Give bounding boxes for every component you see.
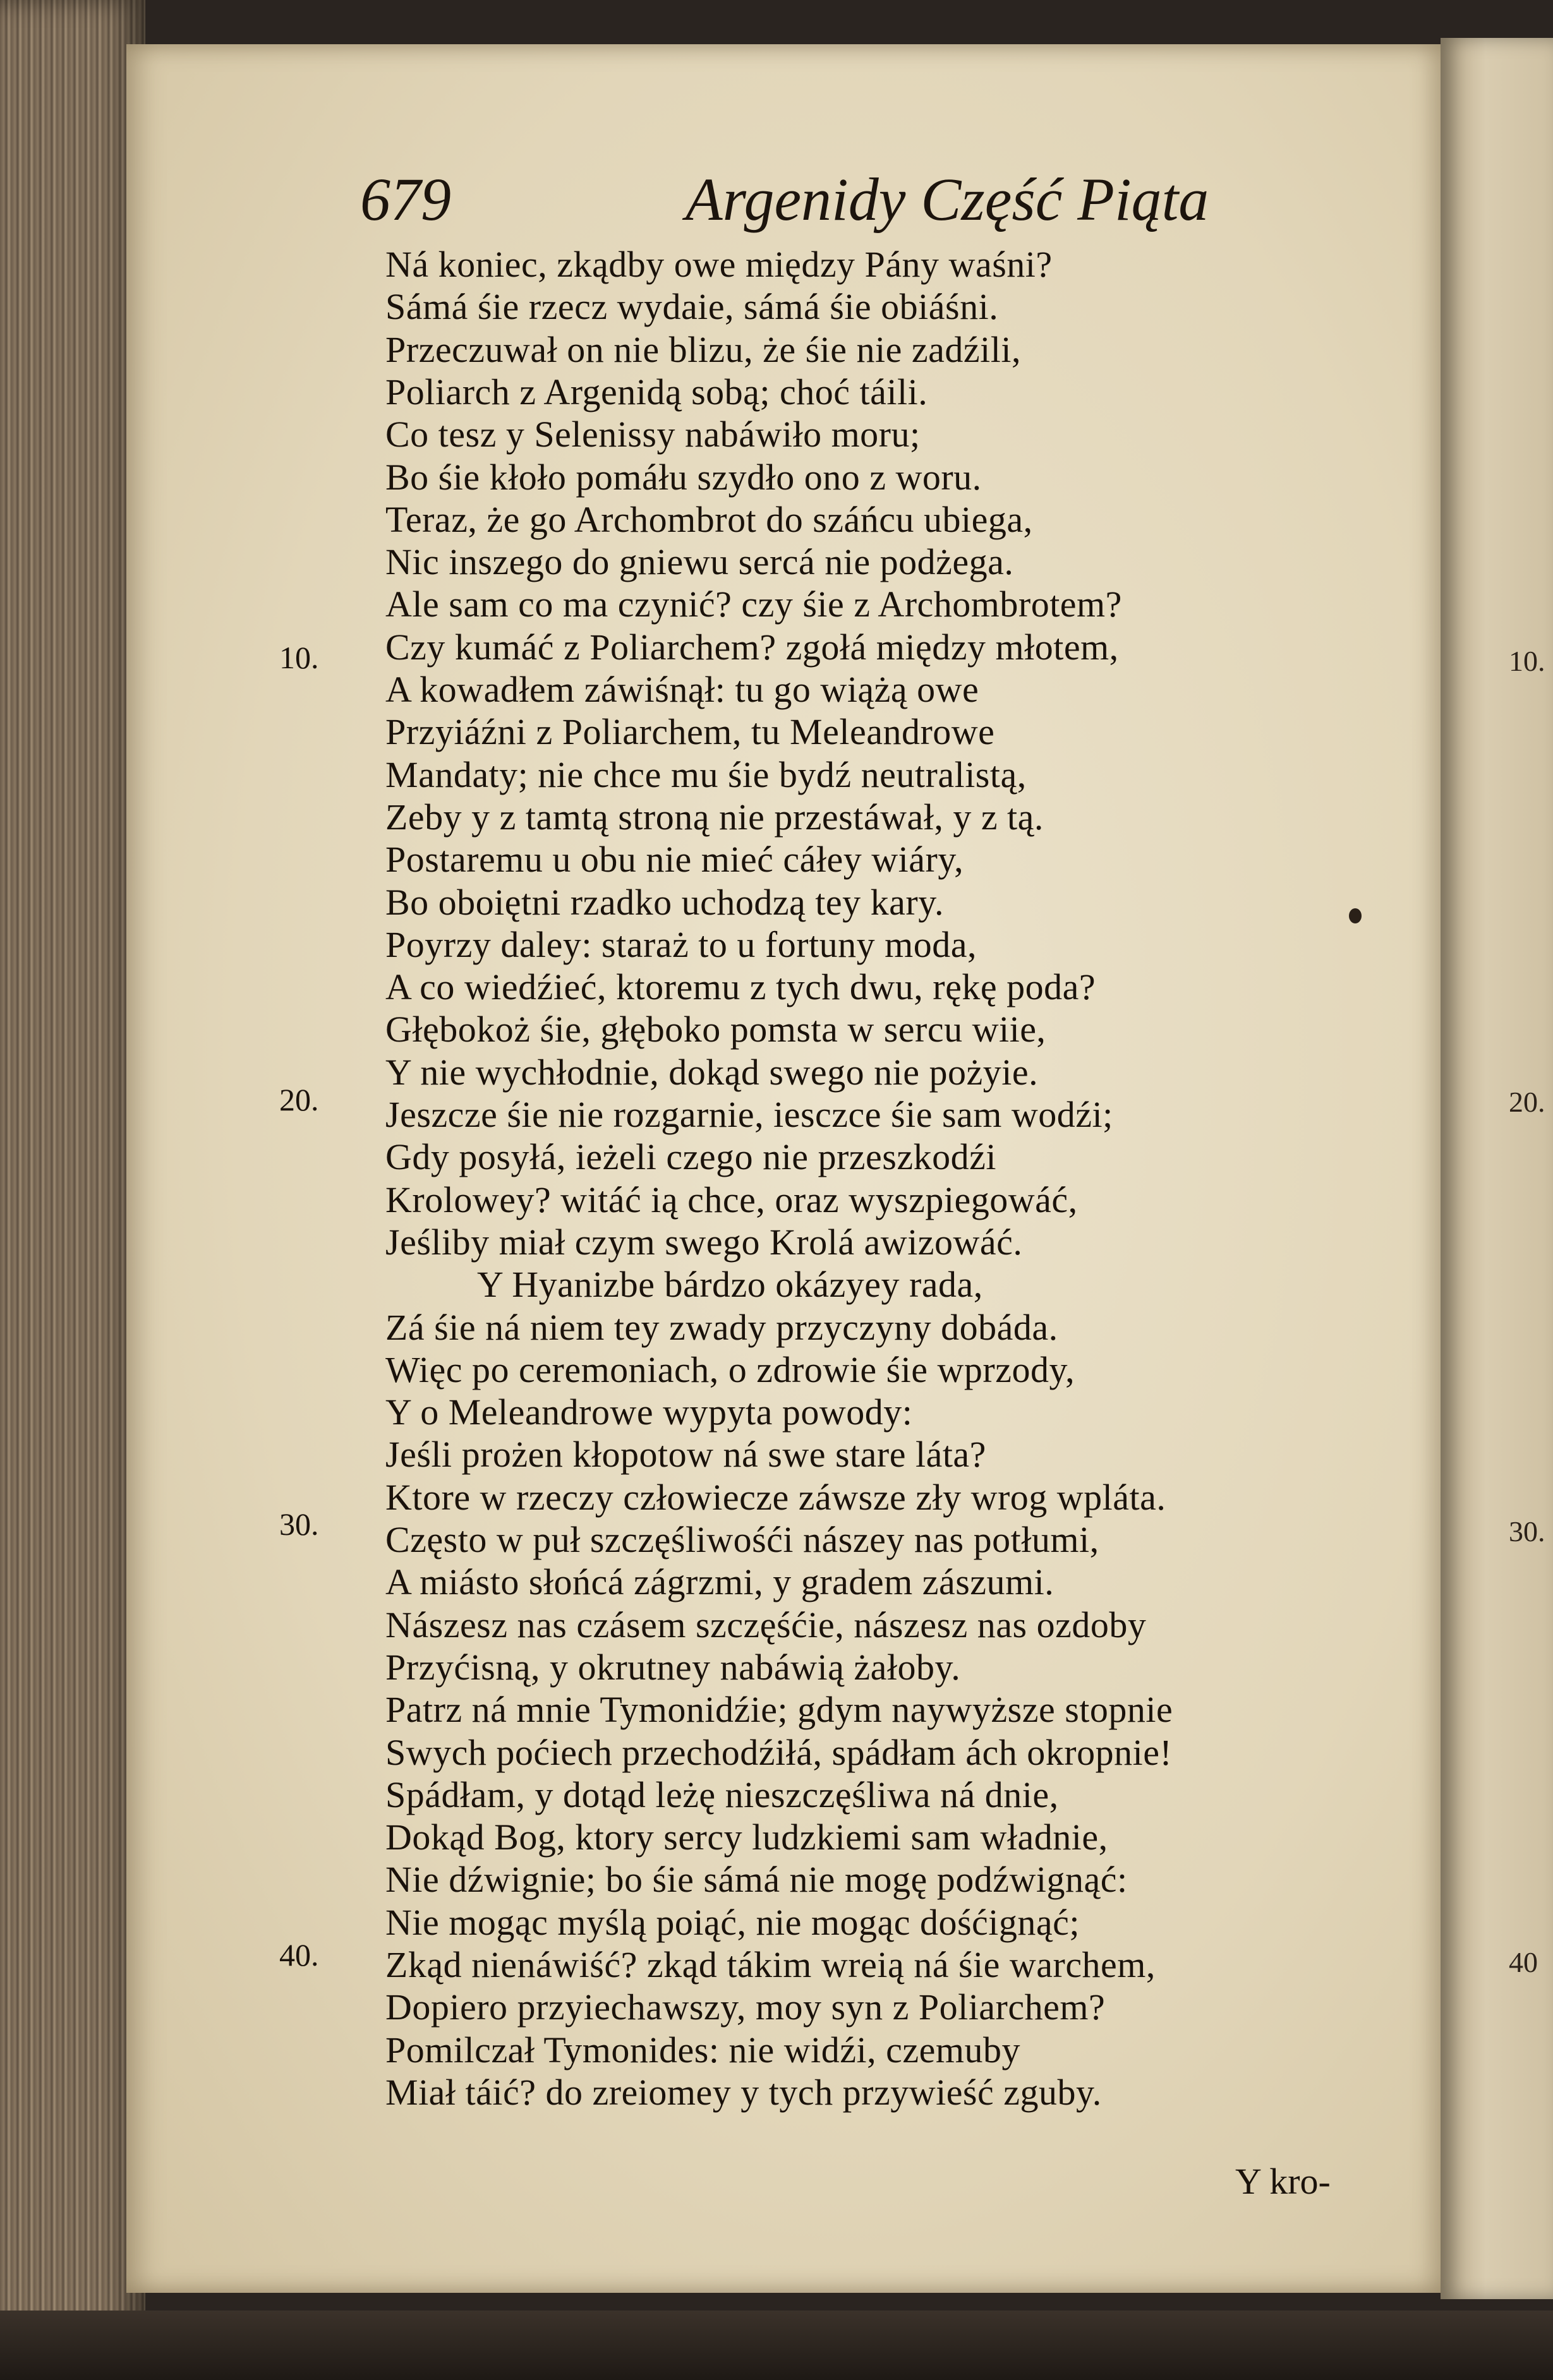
verse-line: Jeśliby miał czym swego Krolá awizowáć. [385, 1222, 1023, 1263]
verse-line: Więc po ceremoniach, o zdrowie śie wprzody, [385, 1349, 1075, 1390]
verse-line: Jeszcze śie nie rozgarnie, iesczce śie sam wodźi; [385, 1094, 1113, 1135]
verse-line: Przyćisną, y okrutney nabáwią żałoby. [385, 1647, 961, 1688]
verse-line: A kowadłem záwiśnął: tu go wiążą owe [385, 669, 979, 710]
line-number: 40. [279, 1937, 319, 1973]
verse-line: Swych poćiech przechodźiłá, spádłam ách okropnie! [385, 1732, 1173, 1773]
book-page-edges [0, 0, 145, 2380]
verse-line: Co tesz y Selenissy nabáwiło moru; [385, 414, 921, 455]
facing-line-number: 40 [1509, 1946, 1538, 1978]
ink-dot [1349, 908, 1362, 923]
verse-line: Ale sam co ma czynić? czy śie z Archombrotem? [385, 584, 1122, 625]
verse-line: Teraz, że go Archombrot do száńcu ubiega, [385, 499, 1033, 540]
verse-line: Nászesz nas czásem szczęśćie, nászesz nas ozdoby [385, 1604, 1147, 1645]
verse-line: Nie dźwignie; bo śie sámá nie mogę podźwignąć: [385, 1859, 1128, 1900]
facing-line-number: 30. [1509, 1515, 1545, 1548]
verse-line: Gdy posyłá, ieżeli czego nie przeszkodźi [385, 1136, 996, 1177]
verse-line: Y o Meleandrowe wypyta powody: [385, 1391, 913, 1433]
verse-line: Zá śie ná niem tey zwady przyczyny dobáda. [385, 1307, 1058, 1348]
verse-line: Ktore w rzeczy człowiecze záwsze zły wrog wpláta. [385, 1477, 1166, 1518]
verse-line: Bo oboiętni rzadko uchodzą tey kary. [385, 882, 944, 923]
verse-line: Poyrzy daley: staraż to u fortuny moda, [385, 924, 977, 965]
line-number: 10. [279, 640, 319, 675]
verse-line: Y nie wychłodnie, dokąd swego nie pożyie. [385, 1052, 1039, 1093]
verse-line: Zkąd nienáwiść? zkąd tákim wreią ná śie warchem, [385, 1944, 1156, 1985]
verse-line: Spádłam, y dotąd leżę nieszczęśliwa ná dnie, [385, 1774, 1059, 1815]
verse-line: Sámá śie rzecz wydaie, sámá śie obiáśni. [385, 286, 999, 327]
verse-line: Nie mogąc myślą poiąć, nie mogąc dośćignąć; [385, 1902, 1080, 1943]
verse-line: Nic inszego do gniewu sercá nie podżega. [385, 541, 1014, 582]
verse-line: Bo śie kłoło pomáłu szydło ono z woru. [385, 457, 982, 498]
verse-line: A miásto słońcá zágrzmi, y gradem zászumi. [385, 1561, 1054, 1602]
verse-line: Często w puł szczęśliwośći nászey nas potłumi, [385, 1519, 1099, 1560]
verse-line: Postaremu u obu nie mieć cáłey wiáry, [385, 839, 964, 880]
verse-line: Pomilczał Tymonides: nie widźi, czemuby [385, 2029, 1020, 2070]
line-number: 20. [279, 1082, 319, 1117]
running-title: Argenidy Część Piąta [686, 165, 1209, 233]
verse-line: Patrz ná mnie Tymonidźie; gdym naywyższe stopnie [385, 1689, 1173, 1730]
verse-line: Dopiero przyiechawszy, moy syn z Poliarchem? [385, 1986, 1106, 2028]
verse-line: Głębokoż śie, głęboko pomsta w sercu wiie, [385, 1009, 1046, 1050]
verse-line: Ná koniec, zkądby owe między Pány waśni? [385, 244, 1053, 285]
verse-line: Krolowey? witáć ią chce, oraz wyszpiegowáć, [385, 1179, 1078, 1220]
verse-line: Przeczuwał on nie blizu, że śie nie zadźili, [385, 329, 1021, 370]
verse-line: Dokąd Bog, ktory sercy ludzkiemi sam władnie, [385, 1817, 1108, 1858]
page-number: 679 [360, 165, 451, 233]
verse-line: Y Hyanizbe bárdzo okázyey rada, [477, 1264, 983, 1305]
facing-line-number: 10. [1509, 645, 1545, 677]
verse-line: Miał táić? do zreiomey y tych przywieść zguby. [385, 2072, 1102, 2113]
verse-line: Poliarch z Argenidą sobą; choć táili. [385, 371, 928, 412]
verse-line: Przyiáźni z Poliarchem, tu Meleandrowe [385, 711, 995, 752]
facing-line-number: 20. [1509, 1086, 1545, 1118]
verse-line: Mandaty; nie chce mu śie bydź neutralistą, [385, 754, 1027, 795]
verse-line: Zeby y z tamtą stroną nie przestáwał, y z tą. [385, 796, 1044, 838]
catchword: Y kro- [1235, 2161, 1331, 2202]
book-bottom-edge [0, 2311, 1553, 2380]
line-number: 30. [279, 1506, 319, 1542]
verse-line: Jeśli prożen kłopotow ná swe stare láta? [385, 1434, 986, 1475]
verse-line: A co wiedźieć, ktoremu z tych dwu, rękę poda? [385, 966, 1096, 1007]
verse-line: Czy kumáć z Poliarchem? zgołá między młotem, [385, 627, 1119, 668]
